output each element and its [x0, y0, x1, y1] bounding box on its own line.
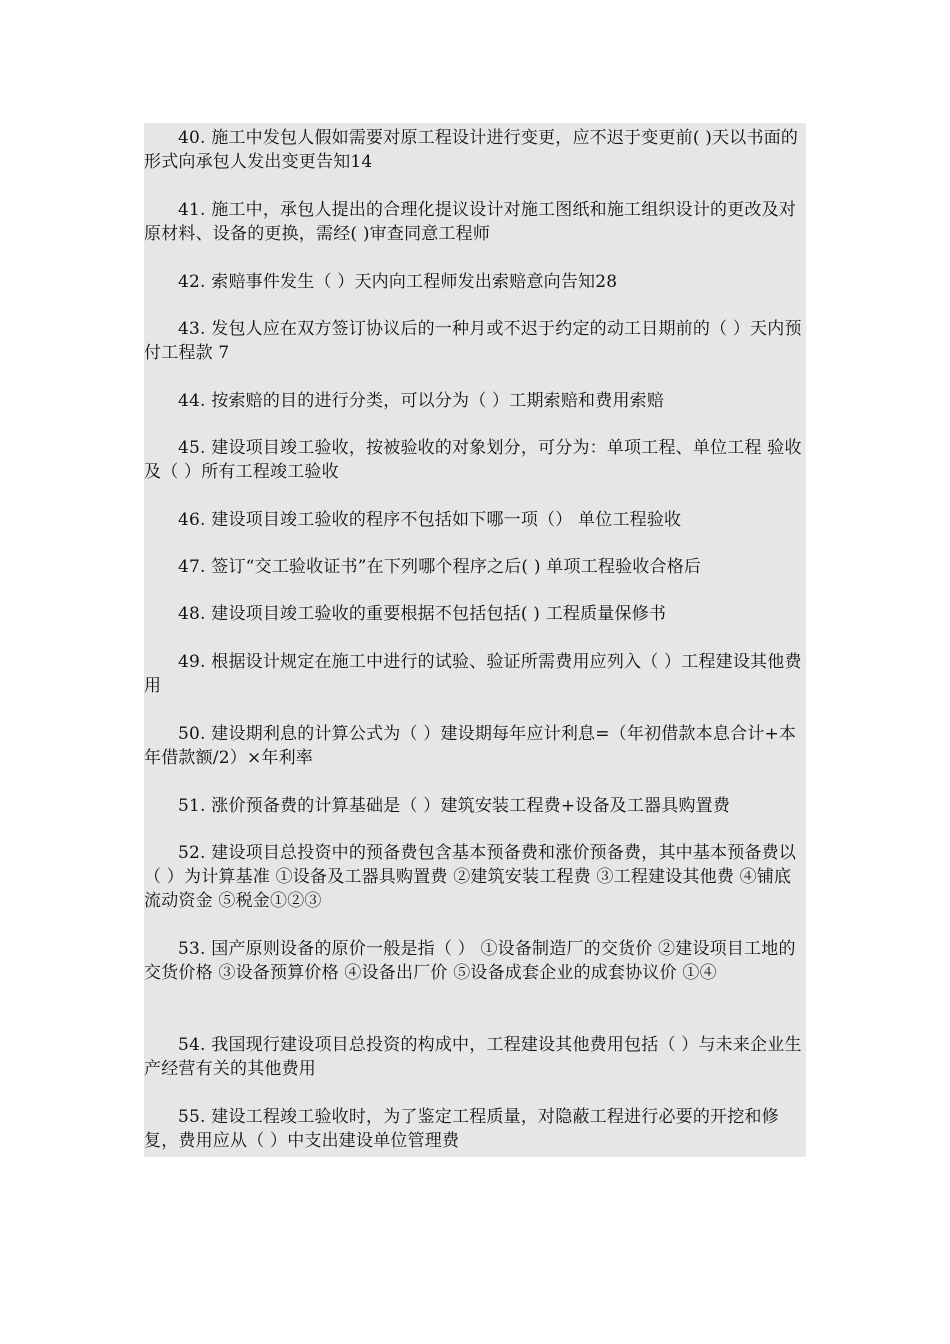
question-43: 43. 发包人应在双方签订协议后的一种月或不迟于约定的动工日期前的（ ）天内预付工程款 7: [144, 319, 802, 363]
question-49: 49. 根据设计规定在施工中进行的试验、验证所需费用应列入（ ）工程建设其他费用: [144, 652, 802, 696]
question-51: 51. 涨价预备费的计算基础是（ ）建筑安装工程费+设备及工器具购置费: [178, 796, 731, 816]
question-48: 48. 建设项目竣工验收的重要根据不包括包括( ) 工程质量保修书: [178, 604, 667, 624]
question-55: 55. 建设工程竣工验收时，为了鉴定工程质量，对隐蔽工程进行必要的开挖和修复，费用应从（ ）中支出建设单位管理费: [144, 1107, 779, 1151]
question-47: 47. 签订“交工验收证书”在下列哪个程序之后( ) 单项工程验收合格后: [178, 557, 702, 577]
question-list: [144, 123, 806, 1157]
question-54: 54. 我国现行建设项目总投资的构成中，工程建设其他费用包括（ ）与未来企业生产经营有关的其他费用: [144, 1035, 802, 1079]
question-52: 52. 建设项目总投资中的预备费包含基本预备费和涨价预备费，其中基本预备费以（ ）为计算基准 ①设备及工器具购置费 ②建筑安装工程费 ③工程建设其他费 ④铺底流动资金 ⑤税金①②③: [144, 843, 797, 911]
question-45: 45. 建设项目竣工验收，按被验收的对象划分，可分为：单项工程、单位工程 验收及（ ）所有工程竣工验收: [144, 438, 802, 482]
question-53: 53. 国产原则设备的原价一般是指（ ） ①设备制造厂的交货价 ②建设项目工地的交货价格 ③设备预算价格 ④设备出厂价 ⑤设备成套企业的成套协议价 ①④: [144, 939, 796, 983]
question-41: 41. 施工中，承包人提出的合理化提议设计对施工图纸和施工组织设计的更改及对原材料、设备的更换，需经( )审查同意工程师: [144, 200, 797, 244]
question-46: 46. 建设项目竣工验收的程序不包括如下哪一项（） 单位工程验收: [178, 510, 682, 530]
question-44: 44. 按索赔的目的进行分类，可以分为（ ）工期索赔和费用索赔: [178, 391, 665, 411]
question-40: 40. 施工中发包人假如需要对原工程设计进行变更，应不迟于变更前( )天以书面的形式向承包人发出变更告知14: [144, 128, 799, 172]
question-50: 50. 建设期利息的计算公式为（ ）建设期每年应计利息=（年初借款本息合计+本年借款额/2）×年利率: [144, 724, 797, 768]
question-42: 42. 索赔事件发生（ ）天内向工程师发出索赔意向告知28: [178, 272, 618, 292]
